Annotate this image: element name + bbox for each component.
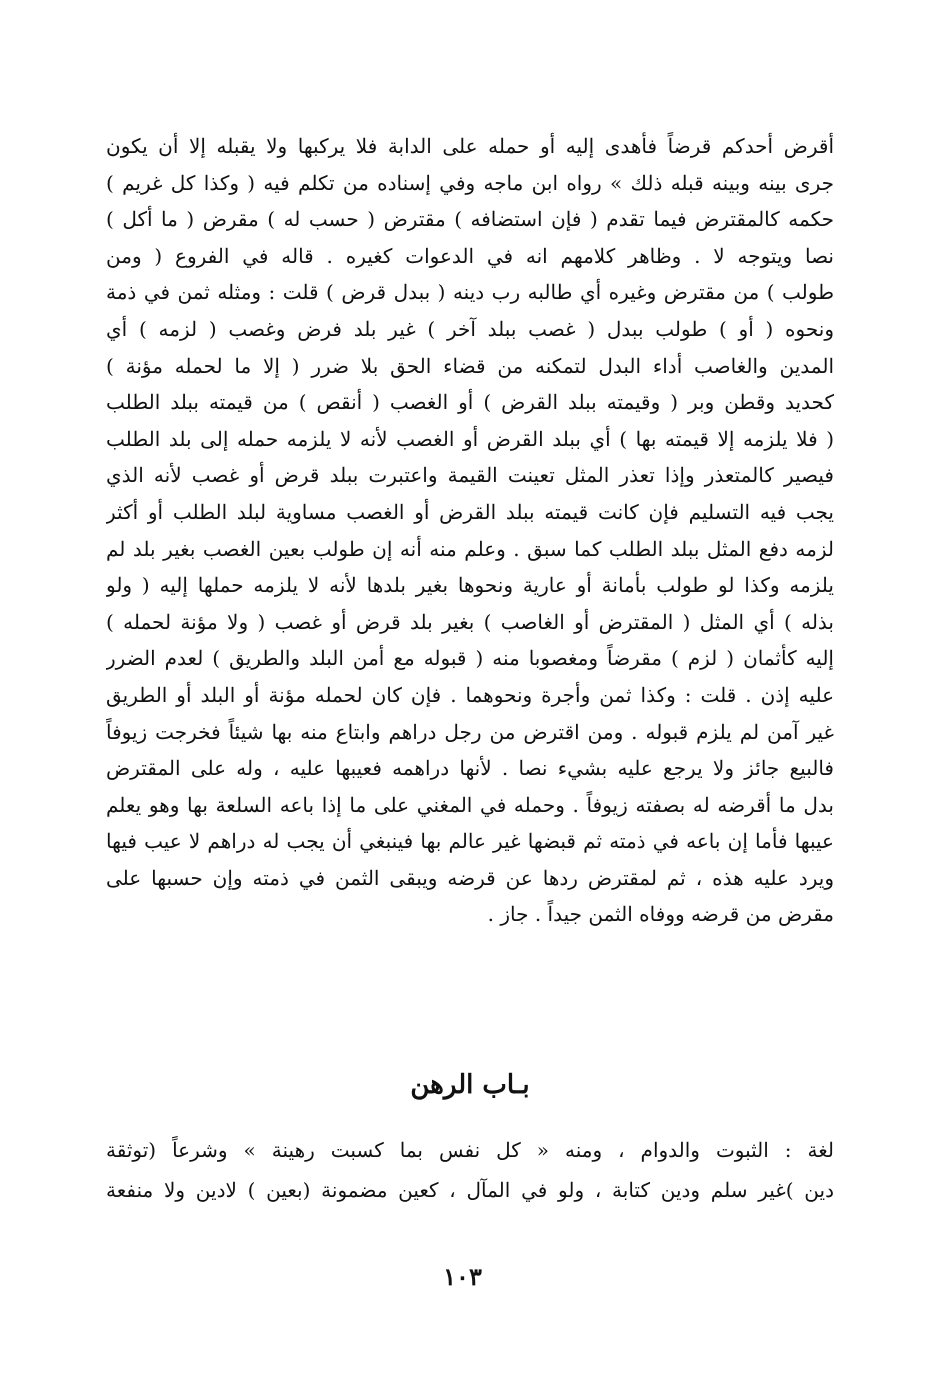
text-line: إليه كأثمان ( لزم ) مقرضاً ومغصوبا منه ( قبوله مع أمن البلد والطريق ) لعدم الضرر: [106, 646, 834, 671]
text-line: عيبها فأما إن باعه في ذمته ثم قبضها غير عالم بها فينبغي أن يجب له دراهم لا عيب فيها: [106, 829, 834, 854]
section-heading: بـاب الرهن: [410, 1070, 530, 1100]
text-line: نصا ويتوجه لا . وظاهر كلامهم انه في الدعوات كغيره . قاله في الفروع ( ومن: [106, 243, 834, 268]
page-number: ١٠٣: [443, 1262, 482, 1291]
text-line: ( فلا يلزمه إلا قيمته بها ) أي ببلد القرض أو الغصب لأنه لا يلزمه حمله إلى بلد الطلب: [106, 426, 834, 451]
text-line: فيصير كالمتعذر وإذا تعذر المثل تعينت القيمة واعتبرت ببلد قرض أو غصب لأنه الذي: [106, 463, 834, 488]
body-text: [106, 128, 834, 933]
text-line: غير آمن لم يلزم قبوله . ومن اقترض من رجل دراهم وابتاع منه بها شيئاً فخرجت زيوفاً: [106, 719, 834, 744]
text-line: بدل ما أقرضه له بصفته زيوفاً . وحمله في المغني على ما إذا باعه السلعة بها وهو يعلم: [106, 792, 834, 817]
text-line: ونحوه ( أو ) طولب ببدل ( غصب ببلد آخر ) غير بلد فرض وغصب ( لزمه ) أي: [106, 316, 834, 341]
text-line: يجب فيه التسليم فإن كانت قيمته ببلد القرض أو الغصب مساوية لبلد الطلب أو أكثر: [106, 499, 834, 524]
text-line: يلزمه وكذا لو طولب بأمانة أو عارية ونحوها بغير بلدها لأنه لا يلزمه حملها إليه ( ولو: [106, 573, 834, 598]
text-line: لغة : الثبوت والدوام ، ومنه « كل نفس بما كسبت رهينة » وشرعاً (توثقة: [106, 1138, 834, 1162]
text-line: مقرض من قرضه ووفاه الثمن جيداً . جاز .: [487, 902, 834, 927]
text-line: ويرد عليه هذه ، ثم لمقترض ردها عن قرضه ويبقى الثمن في ذمته وإن حسبها على: [106, 865, 834, 890]
text-line: فالبيع جائز ولا يرجع عليه بشيء نصا . لأنها دراهمه فعيبها عليه ، وله على المقترض: [106, 756, 834, 781]
text-line: دين )غير سلم ودين كتابة ، ولو في المآل ، كعين مضمونة (بعين ) لادين ولا منفعة: [106, 1178, 834, 1202]
text-line: عليه إذن . قلت : وكذا ثمن وأجرة ونحوهما . فإن كان لحمله مؤنة أو البلد أو الطريق: [106, 682, 834, 707]
text-line: طولب ) من مقترض وغيره أي طالبه رب دينه ( ببدل قرض ) قلت : ومثله ثمن في ذمة: [106, 280, 834, 305]
section-body: [106, 1130, 834, 1210]
text-line: كحديد وقطن وبر ( وقيمته ببلد القرض ) أو الغصب ( أنقص ) من قيمته ببلد الطلب: [106, 390, 834, 415]
text-line: المدين والغاصب أداء البدل لتمكنه من قضاء الحق بلا ضرر ( إلا ما لحمله مؤنة ): [106, 353, 834, 378]
text-line: حكمه كالمقترض فيما تقدم ( فإن استضافه ) مقترض ( حسب له ) مقرض ( ما أكل ): [106, 207, 834, 232]
text-line: جرى بينه وبينه قبله ذلك » رواه ابن ماجه وفي إسناده من تكلم فيه ( وكذا كل غريم ): [106, 170, 834, 195]
text-line: أقرض أحدكم قرضاً فأهدى إليه أو حمله على الدابة فلا يركبها ولا يقبله إلا أن يكون: [106, 134, 834, 158]
text-line: بذله ) أي المثل ( المقترض أو الغاصب ) بغير بلد قرض أو غصب ( ولا مؤنة لحمله ): [106, 609, 834, 634]
text-line: لزمه دفع المثل ببلد الطلب كما سبق . وعلم منه أنه إن طولب بعين الغصب بغير بلد لم: [106, 536, 834, 561]
